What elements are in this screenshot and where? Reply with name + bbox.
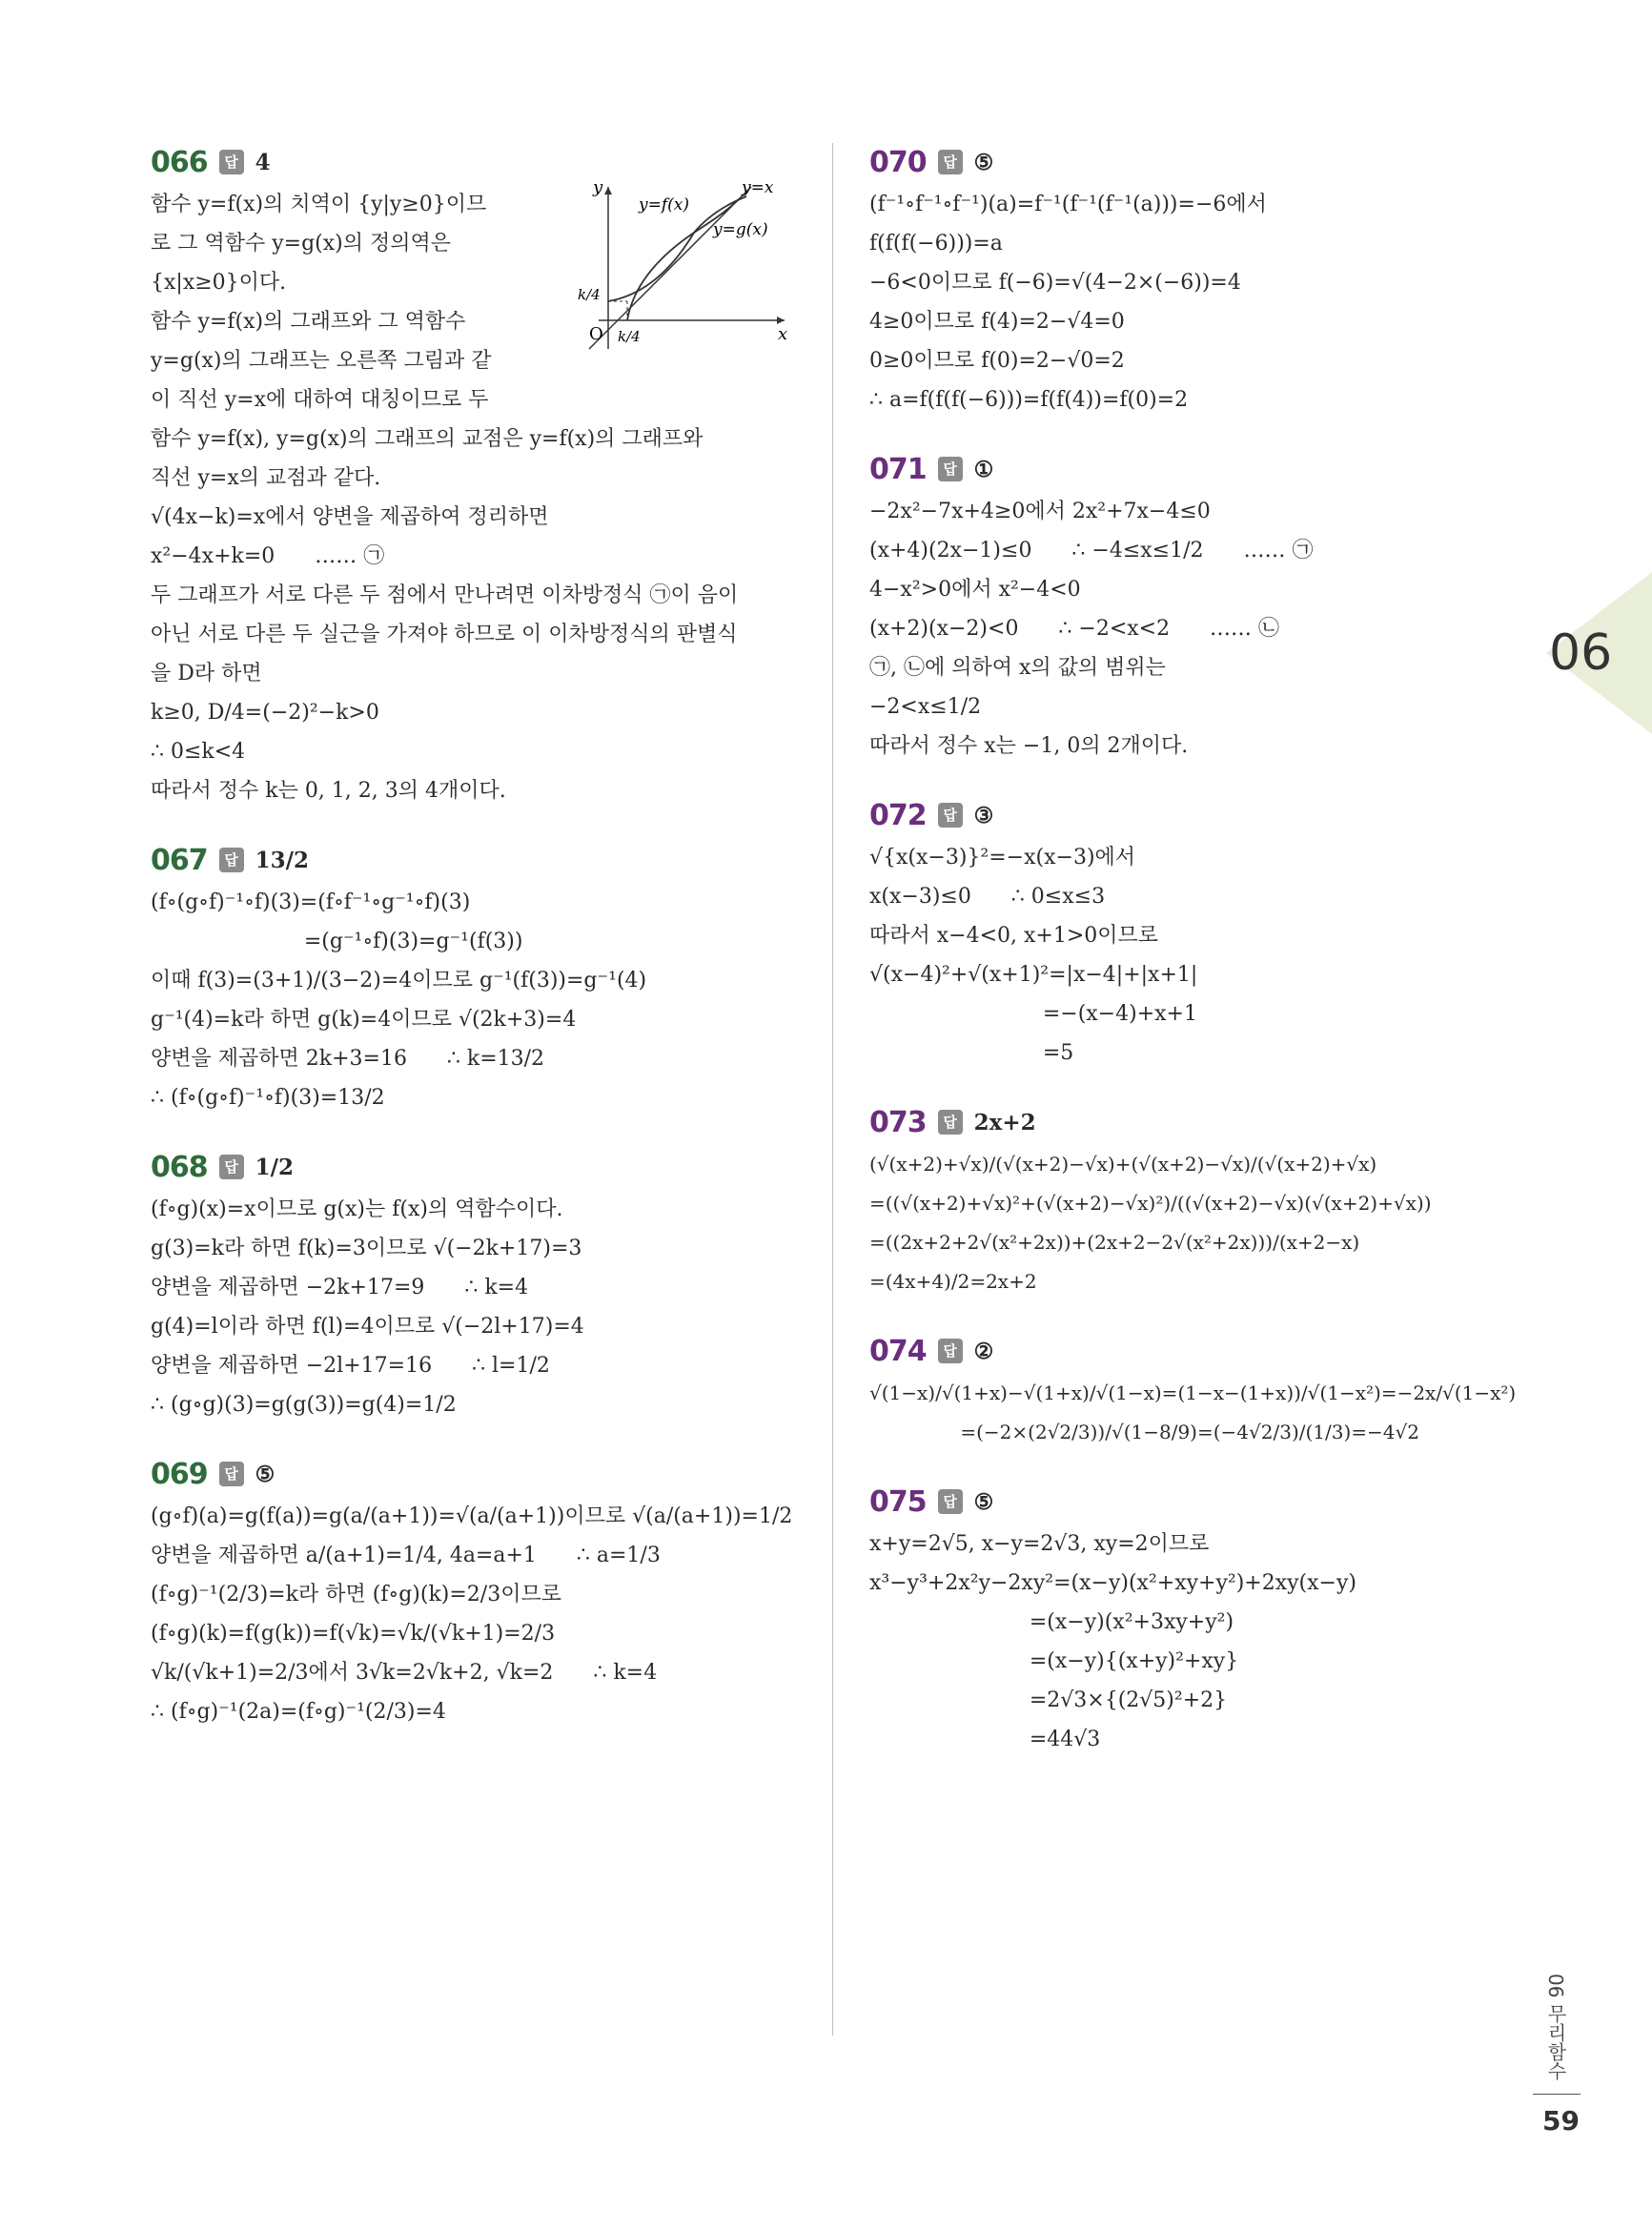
function-graph xyxy=(570,177,799,358)
solution-line: 양변을 제곱하면 2k+3=16 ∴ k=13/2 xyxy=(151,1047,545,1071)
solution-line: k≥0, D/4=(−2)²−k>0 xyxy=(151,701,379,725)
problem-072 xyxy=(869,794,1489,1073)
solution-line: (f∘(g∘f)⁻¹∘f)(3)=(f∘f⁻¹∘g⁻¹∘f)(3) xyxy=(151,890,471,914)
answer: ① xyxy=(973,456,994,482)
solution-line: x²−4x+k=0 …… ㉠ xyxy=(151,544,385,568)
problem-number: 068 xyxy=(151,1150,208,1184)
problem-header xyxy=(151,1146,799,1188)
solution-line: =(4x+4)/2=2x+2 xyxy=(869,1270,1037,1293)
k4-x-label: k/4 xyxy=(618,328,641,345)
answer: ⑤ xyxy=(973,1488,994,1515)
solution-line: =(x−y){(x+y)²+xy} xyxy=(869,1649,1239,1673)
label-line: y=x xyxy=(742,178,774,197)
answer-badge: 답 xyxy=(938,1110,963,1135)
problem-number: 074 xyxy=(869,1334,927,1368)
problem-070 xyxy=(869,141,1489,419)
solution-line: g(4)=l이라 하면 f(l)=4이므로 √(−2l+17)=4 xyxy=(151,1315,584,1339)
solution-line: (√(x+2)+√x)/(√(x+2)−√x)+(√(x+2)−√x)/(√(x+2)+√x) xyxy=(869,1153,1377,1176)
chapter-tab-label: 06 xyxy=(1549,624,1613,682)
problem-header xyxy=(151,839,799,881)
problem-073 xyxy=(869,1101,1489,1301)
solution-line: √{x(x−3)}²=−x(x−3)에서 xyxy=(869,846,1136,869)
problem-header xyxy=(869,794,1489,836)
solution-line: (f∘g)⁻¹(2/3)=k라 하면 (f∘g)(k)=2/3이므로 xyxy=(151,1583,561,1606)
problem-header xyxy=(151,1453,799,1495)
problem-header xyxy=(869,448,1489,490)
solution-line: (g∘f)(a)=g(f(a))=g(a/(a+1))=√(a/(a+1))이므로 √(a/(a+1))=1/2 xyxy=(151,1504,793,1528)
solution-line: 이때 f(3)=(3+1)/(3−2)=4이므로 g⁻¹(f(3))=g⁻¹(4) xyxy=(151,969,647,992)
solution-line: ∴ (f∘g)⁻¹(2a)=(f∘g)⁻¹(2/3)=4 xyxy=(151,1700,446,1724)
problem-number: 070 xyxy=(869,145,927,179)
problem-number: 069 xyxy=(151,1457,208,1491)
problem-header xyxy=(869,1330,1489,1372)
answer-badge: 답 xyxy=(219,848,244,872)
solution-line: 직선 y=x의 교점과 같다. xyxy=(151,466,381,490)
problem-header xyxy=(869,141,1489,183)
solution-line: −2<x≤1/2 xyxy=(869,695,982,719)
solution-line: 양변을 제곱하면 a/(a+1)=1/4, 4a=a+1 ∴ a=1/3 xyxy=(151,1544,661,1567)
solution-line: 양변을 제곱하면 −2k+17=9 ∴ k=4 xyxy=(151,1276,529,1299)
solution-line: 을 D라 하면 xyxy=(151,662,262,685)
answer: 13/2 xyxy=(255,847,310,873)
answer-badge: 답 xyxy=(938,150,963,174)
solution-line: 이 직선 y=x에 대하여 대칭이므로 두 xyxy=(151,388,489,412)
solution-line: 함수 y=f(x)의 그래프와 그 역함수 xyxy=(151,310,466,334)
problem-071 xyxy=(869,448,1489,766)
solution-line: =−(x−4)+x+1 xyxy=(869,1002,1197,1026)
x-axis-label: x xyxy=(778,324,788,344)
column-divider xyxy=(832,143,833,2036)
solution-line: =(−2×(2√2/3))/√(1−8/9)=(−4√2/3)/(1/3)=−4√2 xyxy=(869,1421,1420,1443)
solution-line: 아닌 서로 다른 두 실근을 가져야 하므로 이 이차방정식의 판별식 xyxy=(151,623,738,646)
solution-line: √k/(√k+1)=2/3에서 3√k=2√k+2, √k=2 ∴ k=4 xyxy=(151,1661,658,1685)
problem-number: 066 xyxy=(151,145,208,179)
label-f: y=f(x) xyxy=(639,195,689,215)
answer-badge: 답 xyxy=(938,457,963,481)
solution-line: x³−y³+2x²y−2xy²=(x−y)(x²+xy+y²)+2xy(x−y) xyxy=(869,1571,1356,1595)
problem-075 xyxy=(869,1481,1489,1759)
origin-label: O xyxy=(589,324,603,344)
problem-header xyxy=(869,1481,1489,1523)
solution-line: x(x−3)≤0 ∴ 0≤x≤3 xyxy=(869,885,1106,909)
solution-line: √(4x−k)=x에서 양변을 제곱하여 정리하면 xyxy=(151,505,549,529)
solution-line: 함수 y=f(x), y=g(x)의 그래프의 교점은 y=f(x)의 그래프와 xyxy=(151,427,704,451)
answer: ③ xyxy=(973,802,994,829)
solution-line: 0≥0이므로 f(0)=2−√0=2 xyxy=(869,349,1125,373)
solution-line: −2x²−7x+4≥0에서 2x²+7x−4≤0 xyxy=(869,500,1211,523)
solution-line: =((√(x+2)+√x)²+(√(x+2)−√x)²)/((√(x+2)−√x)(√(x+2)+√x)) xyxy=(869,1192,1432,1215)
right-column xyxy=(869,141,1517,1759)
solution-line: y=g(x)의 그래프는 오른쪽 그림과 같 xyxy=(151,349,492,373)
solution-line: √(x−4)²+√(x+1)²=|x−4|+|x+1| xyxy=(869,963,1198,987)
solution-line: =44√3 xyxy=(869,1728,1101,1751)
problem-number: 073 xyxy=(869,1105,927,1139)
answer-badge: 답 xyxy=(938,803,963,828)
answer-badge: 답 xyxy=(219,150,244,174)
problem-066 xyxy=(151,141,799,810)
solution-line: =2√3×{(2√5)²+2} xyxy=(869,1688,1228,1712)
solution-line: =5 xyxy=(869,1041,1074,1065)
chapter-side-label: 06 무리함수 xyxy=(1544,1974,1567,2080)
solution-line: ∴ a=f(f(f(−6)))=f(f(4))=f(0)=2 xyxy=(869,388,1189,412)
solution-line: −6<0이므로 f(−6)=√(4−2×(−6))=4 xyxy=(869,271,1241,295)
solution-line: 함수 y=f(x)의 치역이 {y|y≥0}이므 xyxy=(151,193,487,216)
answer-badge: 답 xyxy=(219,1155,244,1179)
solution-line: 양변을 제곱하면 −2l+17=16 ∴ l=1/2 xyxy=(151,1354,550,1378)
solution-line: =(g⁻¹∘f)(3)=g⁻¹(f(3)) xyxy=(151,930,523,953)
solution-line: 두 그래프가 서로 다른 두 점에서 만나려면 이차방정식 ㉠이 음이 xyxy=(151,583,739,607)
answer: ② xyxy=(973,1338,994,1364)
problem-number: 075 xyxy=(869,1484,927,1519)
y-axis-label: y xyxy=(593,177,603,197)
answer: 2x+2 xyxy=(973,1109,1036,1135)
problem-number: 067 xyxy=(151,843,208,877)
problem-069 xyxy=(151,1453,799,1731)
k4-y-label: k/4 xyxy=(578,286,601,303)
problem-number: 071 xyxy=(869,452,927,486)
solution-line: (f⁻¹∘f⁻¹∘f⁻¹)(a)=f⁻¹(f⁻¹(f⁻¹(a)))=−6에서 xyxy=(869,193,1267,216)
solution-line: 따라서 정수 k는 0, 1, 2, 3의 4개이다. xyxy=(151,779,506,803)
answer: ⑤ xyxy=(973,149,994,175)
answer: 4 xyxy=(255,149,271,175)
solution-line: 따라서 정수 x는 −1, 0의 2개이다. xyxy=(869,734,1189,758)
solution-line: (f∘g)(x)=x이므로 g(x)는 f(x)의 역함수이다. xyxy=(151,1197,563,1221)
solution-line: 4≥0이므로 f(4)=2−√4=0 xyxy=(869,310,1125,334)
solution-line: {x|x≥0}이다. xyxy=(151,271,287,295)
solution-line: 따라서 x−4<0, x+1>0이므로 xyxy=(869,924,1159,948)
left-column xyxy=(151,141,799,1731)
solution-line: f(f(f(−6)))=a xyxy=(869,232,1003,256)
solution-line: ∴ (f∘(g∘f)⁻¹∘f)(3)=13/2 xyxy=(151,1086,385,1110)
answer-badge: 답 xyxy=(938,1339,963,1363)
solution-line: ∴ 0≤k<4 xyxy=(151,740,246,764)
problem-number: 072 xyxy=(869,798,927,832)
solution-line: =((2x+2+2√(x²+2x))+(2x+2−2√(x²+2x)))/(x+2−x) xyxy=(869,1231,1360,1254)
footer-rule xyxy=(1533,2094,1581,2095)
solution-line: (f∘g)(k)=f(g(k))=f(√k)=√k/(√k+1)=2/3 xyxy=(151,1622,556,1646)
problem-074 xyxy=(869,1330,1517,1452)
solution-line: =(x−y)(x²+3xy+y²) xyxy=(869,1610,1234,1634)
answer: 1/2 xyxy=(255,1154,295,1180)
solution-line: 4−x²>0에서 x²−4<0 xyxy=(869,578,1081,602)
page-number: 59 xyxy=(1542,2105,1580,2137)
answer: ⑤ xyxy=(255,1461,275,1487)
solution-line: 로 그 역함수 y=g(x)의 정의역은 xyxy=(151,232,452,256)
problem-068 xyxy=(151,1146,799,1424)
solution-line: g(3)=k라 하면 f(k)=3이므로 √(−2k+17)=3 xyxy=(151,1237,582,1260)
y-axis-arrow xyxy=(604,187,612,194)
solution-line: x+y=2√5, x−y=2√3, xy=2이므로 xyxy=(869,1532,1210,1556)
answer-badge: 답 xyxy=(938,1489,963,1514)
solution-line: g⁻¹(4)=k라 하면 g(k)=4이므로 √(2k+3)=4 xyxy=(151,1008,577,1032)
problem-067 xyxy=(151,839,799,1117)
curve-f xyxy=(627,198,740,320)
problem-header xyxy=(869,1101,1489,1143)
solution-line: ㉠, ㉡에 의하여 x의 값의 범위는 xyxy=(869,656,1166,680)
answer-badge: 답 xyxy=(219,1462,244,1486)
label-g: y=g(x) xyxy=(713,220,768,239)
solution-line: ∴ (g∘g)(3)=g(g(3))=g(4)=1/2 xyxy=(151,1393,457,1417)
solution-line: (x+4)(2x−1)≤0 ∴ −4≤x≤1/2 …… ㉠ xyxy=(869,539,1314,563)
x-axis-arrow xyxy=(777,317,785,324)
solution-line: (x+2)(x−2)<0 ∴ −2<x<2 …… ㉡ xyxy=(869,617,1280,641)
solution-line: √(1−x)/√(1+x)−√(1+x)/√(1−x)=(1−x−(1+x))/√(1−x²)=−2x/√(1−x²) xyxy=(869,1381,1517,1404)
